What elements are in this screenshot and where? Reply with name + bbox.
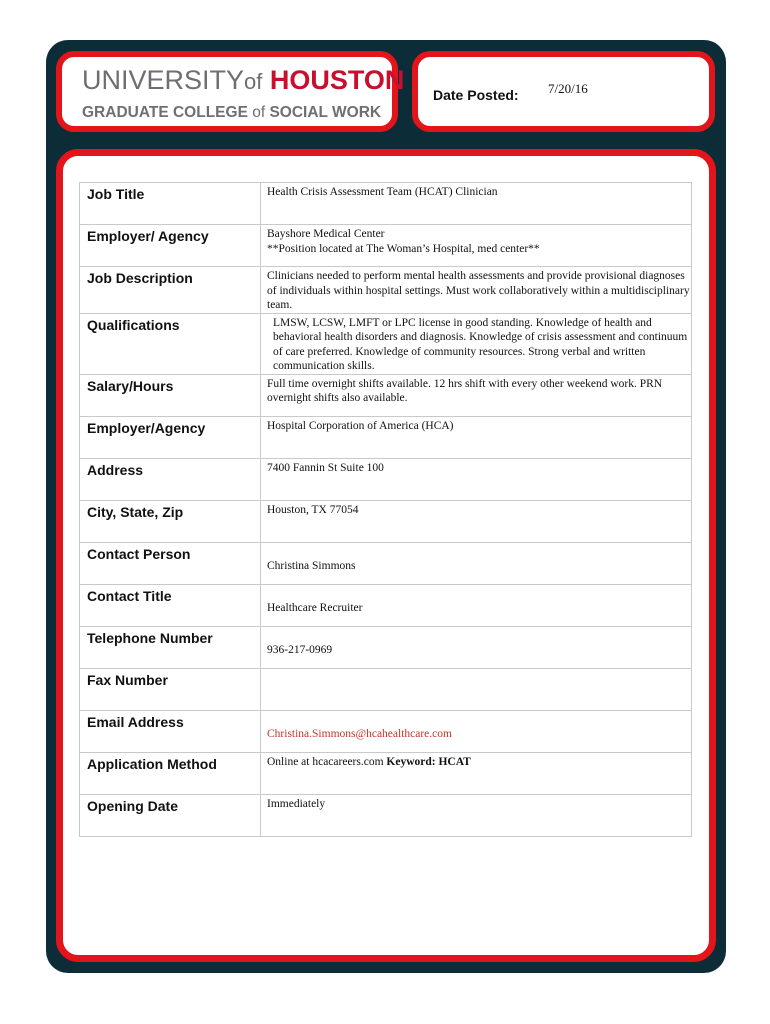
fax-label: Fax Number <box>80 668 261 710</box>
job-description-label: Job Description <box>80 267 261 314</box>
salary-value: Full time overnight shifts available. 12 hrs shift with every other weekend work. PRN overnight shifts also available. <box>261 374 692 416</box>
email-label: Email Address <box>80 710 261 752</box>
table-row <box>80 416 692 458</box>
job-info-table <box>79 182 692 837</box>
fax-value <box>261 668 692 710</box>
email-value[interactable] <box>261 710 692 752</box>
date-posted-box <box>412 51 715 132</box>
logo-university-name: UNIVERSITYof HOUSTON <box>82 65 405 95</box>
opening-date-label: Opening Date <box>80 794 261 836</box>
application-method-label: Application Method <box>80 752 261 794</box>
city-state-zip-label: City, State, Zip <box>80 500 261 542</box>
contact-title-value: Healthcare Recruiter <box>261 584 692 626</box>
date-posted-label: Date Posted: <box>433 87 519 103</box>
table-row <box>80 710 692 752</box>
table-row <box>80 584 692 626</box>
table-row <box>80 542 692 584</box>
table-row <box>80 626 692 668</box>
table-row <box>80 500 692 542</box>
job-title-value: Health Crisis Assessment Team (HCAT) Clinician <box>261 183 692 225</box>
table-row <box>80 374 692 416</box>
city-state-zip-value: Houston, TX 77054 <box>261 500 692 542</box>
qualifications-value: LMSW, LCSW, LMFT or LPC license in good standing. Knowledge of health and behavioral health disorders and diagnosis. Knowledge of crisis assessment and continuum of care preferred. Knowledge of community resources. Strong verbal and written communication skills. <box>261 313 692 374</box>
employer-agency-label: Employer/Agency <box>80 416 261 458</box>
date-posted-value: 7/20/16 <box>548 81 588 96</box>
telephone-value: 936-217-0969 <box>261 626 692 668</box>
table-row <box>80 183 692 225</box>
qualifications-label: Qualifications <box>80 313 261 374</box>
employer-value: Bayshore Medical Center **Position located at The Woman’s Hospital, med center** <box>261 225 692 267</box>
employer-agency-value: Hospital Corporation of America (HCA) <box>261 416 692 458</box>
table-row <box>80 668 692 710</box>
logo-college-name: GRADUATE COLLEGE of SOCIAL WORK <box>82 104 382 121</box>
table-row <box>80 313 692 374</box>
table-row <box>80 458 692 500</box>
table-row <box>80 794 692 836</box>
job-title-label: Job Title <box>80 183 261 225</box>
job-description-value: Clinicians needed to perform mental health assessments and provide provisional diagnoses of individuals within hospital settings. Must work collaboratively within a multidisciplinary team. <box>261 267 692 314</box>
opening-date-value: Immediately <box>261 794 692 836</box>
telephone-label: Telephone Number <box>80 626 261 668</box>
table-row <box>80 752 692 794</box>
contact-person-label: Contact Person <box>80 542 261 584</box>
contact-title-label: Contact Title <box>80 584 261 626</box>
university-logo <box>56 51 405 132</box>
salary-label: Salary/Hours <box>80 374 261 416</box>
address-value: 7400 Fannin St Suite 100 <box>261 458 692 500</box>
contact-person-value: Christina Simmons <box>261 542 692 584</box>
table-row <box>80 225 692 267</box>
employer-label: Employer/ Agency <box>80 225 261 267</box>
address-label: Address <box>80 458 261 500</box>
table-row <box>80 267 692 314</box>
email-link[interactable]: Christina.Simmons@hcahealthcare.com <box>267 727 452 740</box>
application-method-value: Online at hcacareers.com Keyword: HCAT <box>261 752 692 794</box>
